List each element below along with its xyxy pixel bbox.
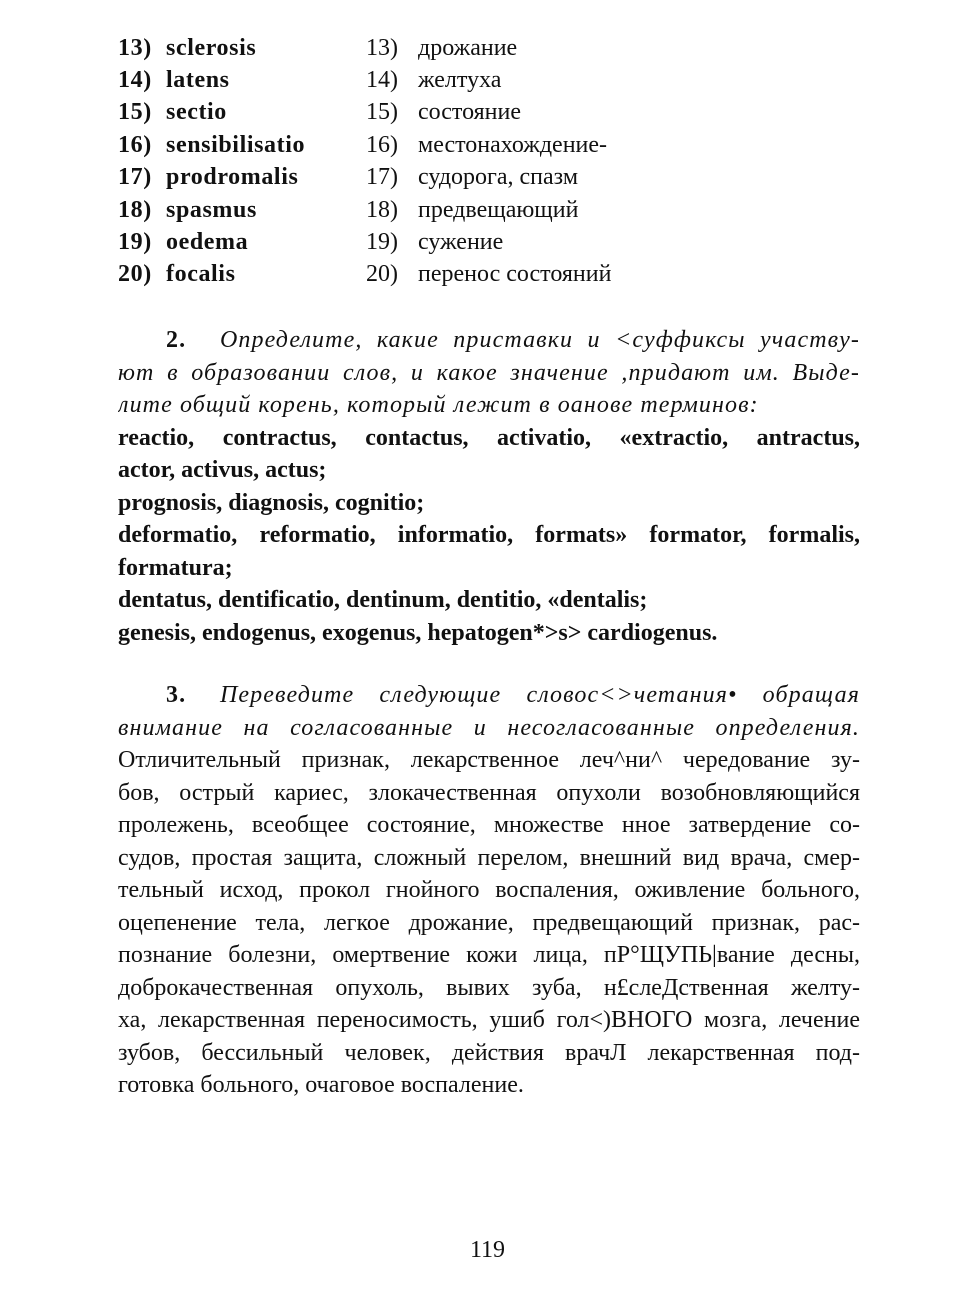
latin-term (118, 35, 366, 62)
term-group-line: deformatio, reformatio, informatio, formats» formator, formalis, (118, 522, 860, 548)
translation-text-line: Отличительный признак, лекарственное леч^ни^ чередование зу- (118, 747, 860, 773)
latin-term-text: sclerosis (166, 34, 257, 61)
translation-text-line: судов, простая защита, сложный перелом, внешний вид врача, смер- (118, 844, 860, 871)
latin-term-text: latens (166, 67, 230, 94)
russian-term (366, 132, 607, 159)
latin-term-number: 18) (118, 196, 152, 223)
translation-text-line: пролежень, всеобщее состояние, множестве нное затвердение со- (118, 812, 860, 838)
latin-term (118, 132, 366, 159)
russian-term (366, 99, 521, 126)
exercise-number: 2. (166, 327, 187, 353)
russian-term-text: перенос состояний (418, 261, 612, 288)
russian-term-number: 17) (366, 164, 398, 191)
latin-term-number: 17) (118, 164, 152, 191)
latin-term (118, 197, 366, 224)
translation-text-line: тельный исход, прокол гнойного воспаления, оживление больного, (118, 877, 860, 903)
vocab-row (118, 32, 858, 64)
exercise-2-instruction-line: лите общий корень, который лежит в оанове терминов: (118, 392, 759, 418)
page-number: 119 (469, 1237, 506, 1263)
latin-term-text: prodromalis (166, 164, 299, 191)
russian-term-number: 19) (366, 229, 398, 256)
russian-term (366, 164, 578, 191)
term-group-line: genesis, endogenus, exogenus, hepatogen*>s> cardiogenus. (118, 619, 718, 646)
vocab-row (118, 259, 858, 291)
latin-term (118, 261, 366, 288)
latin-term (118, 99, 366, 126)
exercise-2-instruction-line (118, 324, 860, 357)
translation-text-line: бов, острый кариес, злокачественная опухоли возобновляющийся (118, 779, 860, 806)
exercise-2 (118, 324, 860, 649)
latin-term (118, 164, 366, 191)
vocab-row (118, 129, 858, 161)
latin-term-text: spasmus (166, 196, 257, 223)
russian-term (366, 67, 501, 94)
russian-term (366, 229, 503, 256)
russian-term-text: сужение (418, 229, 504, 256)
translation-text-line: доброкачественная опухоль, вывих зуба, н£слеДственная желту- (118, 974, 860, 1001)
instruction-text: Переведите следующие словос<>четания• обращая (220, 682, 860, 708)
latin-term (118, 229, 366, 256)
latin-term-text: sectio (166, 99, 227, 126)
translation-text-line: зубов, бессильный человек, действия врачЛ лекарственная под- (118, 1039, 860, 1066)
vocab-row (118, 64, 858, 96)
latin-term-text: oedema (166, 229, 249, 256)
term-group-line: actor, activus, actus; (118, 457, 327, 483)
russian-term-text: судорога, спазм (418, 164, 579, 191)
latin-term-text: focalis (166, 261, 236, 288)
russian-term-number: 16) (366, 131, 398, 158)
vocabulary-list (118, 32, 858, 291)
vocab-row (118, 194, 858, 226)
exercise-3-instruction-line: внимание на согласованные и несогласованные определения. (118, 714, 860, 741)
term-group-line: formatura; (118, 554, 233, 581)
latin-term-number: 16) (118, 131, 152, 158)
latin-term-number: 20) (118, 261, 152, 288)
russian-term-text: дрожание (418, 34, 518, 61)
instruction-text: Определите, какие приставки и <суффиксы участву- (220, 327, 860, 353)
vocab-row (118, 226, 858, 258)
russian-term-number: 13) (366, 34, 398, 61)
russian-term-number: 20) (366, 261, 398, 288)
russian-term-text: желтуха (418, 67, 502, 94)
russian-term-text: местонахождение- (418, 131, 608, 158)
russian-term-number: 18) (366, 196, 398, 223)
exercise-3 (118, 679, 860, 1102)
russian-term (366, 261, 611, 288)
russian-term-text: состояние (418, 99, 521, 126)
russian-term (366, 35, 517, 62)
exercise-3-instruction-line (118, 679, 860, 712)
term-group-line: dentatus, dentificatio, dentinum, dentitio, «dentalis; (118, 587, 648, 613)
translation-text-line: ха, лекарственная переносимость, ушиб гол<)ВНОГО мозга, лечение (118, 1007, 860, 1033)
translation-text-line: готовка больного, очаговое воспаление. (118, 1072, 524, 1098)
exercise-2-instruction-line: ют в образовании слов, и какое значение ,придают им. Выде- (118, 359, 860, 386)
russian-term-number: 15) (366, 99, 398, 126)
russian-term (366, 197, 578, 224)
latin-term (118, 67, 366, 94)
vocab-row (118, 97, 858, 129)
vocab-row (118, 162, 858, 194)
latin-term-text: sensibilisatio (166, 131, 306, 158)
translation-text-line: познание болезни, омертвение кожи лица, пР°ЩУПЬ|вание десны, (118, 942, 860, 968)
latin-term-number: 19) (118, 229, 152, 256)
term-group-line: prognosis, diagnosis, cognitio; (118, 489, 425, 516)
term-group-line: reactio, contractus, contactus, activatio, «extractio, antractus, (118, 424, 860, 451)
russian-term-number: 14) (366, 67, 398, 94)
exercise-number: 3. (166, 682, 187, 708)
latin-term-number: 14) (118, 67, 152, 94)
translation-text-line: оцепенение тела, легкое дрожание, предвещающий признак, рас- (118, 909, 860, 936)
latin-term-number: 15) (118, 99, 152, 126)
russian-term-text: предвещающий (418, 196, 579, 223)
latin-term-number: 13) (118, 34, 152, 61)
